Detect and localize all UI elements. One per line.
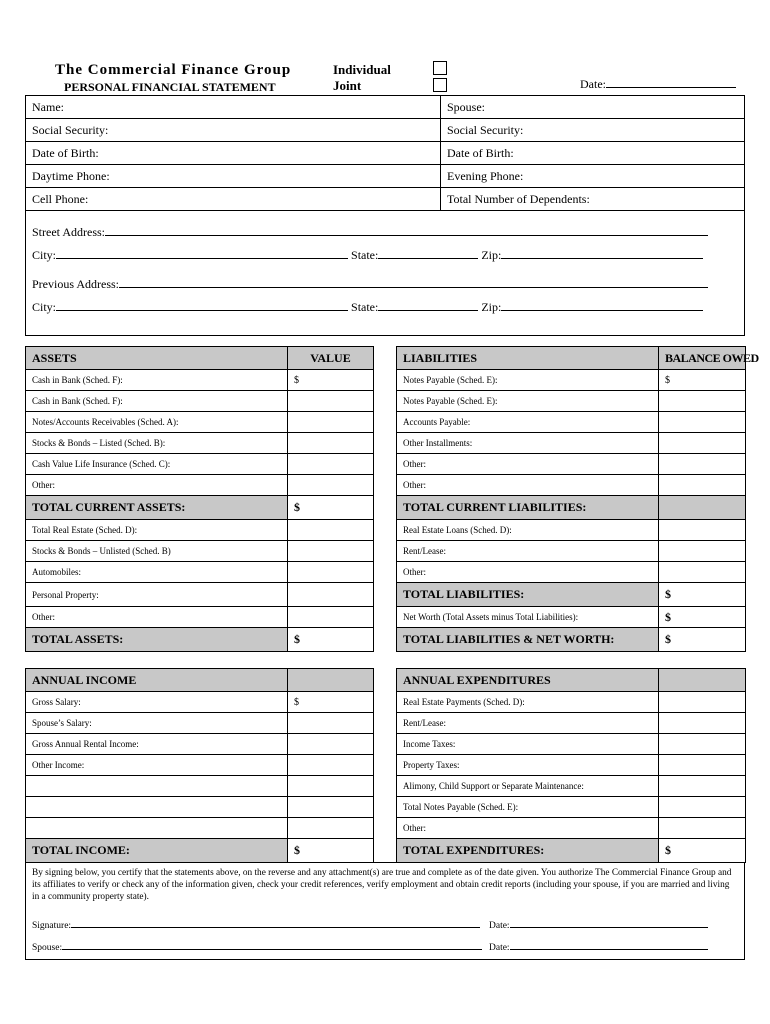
annual-expenditures-table bbox=[396, 668, 746, 863]
asset-label: Other: bbox=[26, 475, 288, 496]
personal-row bbox=[26, 96, 744, 119]
asset-value[interactable] bbox=[288, 454, 374, 475]
spouse-label: Spouse: bbox=[447, 100, 486, 114]
spouse-date-line[interactable] bbox=[510, 941, 708, 950]
personal-info-section bbox=[25, 95, 745, 336]
liability-value[interactable] bbox=[659, 562, 746, 583]
liability-label: Other: bbox=[397, 475, 659, 496]
income-value[interactable] bbox=[288, 797, 374, 818]
asset-label: Stocks & Bonds – Listed (Sched. B): bbox=[26, 433, 288, 454]
assets-table bbox=[25, 346, 374, 652]
zip-label: Zip: bbox=[481, 248, 502, 262]
liability-label: Notes Payable (Sched. E): bbox=[397, 391, 659, 412]
balance-owed-header: BALANCE OWED bbox=[659, 347, 746, 370]
asset-label: Other: bbox=[26, 607, 288, 628]
income-label bbox=[26, 776, 288, 797]
asset-value[interactable]: $ bbox=[288, 370, 374, 391]
asset-value[interactable] bbox=[288, 475, 374, 496]
expenditure-value[interactable] bbox=[659, 755, 746, 776]
total-expenditures-value[interactable]: $ bbox=[659, 839, 746, 863]
city-line[interactable] bbox=[56, 300, 348, 311]
personal-row bbox=[26, 119, 744, 142]
income-value[interactable] bbox=[288, 776, 374, 797]
expenditure-value-header bbox=[659, 669, 746, 692]
personal-row bbox=[26, 188, 744, 211]
expenditure-label: Alimony, Child Support or Separate Maintenance: bbox=[397, 776, 659, 797]
state-line[interactable] bbox=[378, 300, 478, 311]
header-date-line[interactable] bbox=[606, 77, 736, 88]
asset-value[interactable] bbox=[288, 412, 374, 433]
daytime-phone-label: Daytime Phone: bbox=[32, 169, 110, 183]
income-label: Other Income: bbox=[26, 755, 288, 776]
liability-value[interactable] bbox=[659, 475, 746, 496]
city-label: City: bbox=[32, 300, 57, 314]
asset-label: Automobiles: bbox=[26, 562, 288, 583]
company-name: The Commercial Finance Group bbox=[55, 62, 292, 78]
income-value[interactable]: $ bbox=[288, 692, 374, 713]
joint-checkbox[interactable] bbox=[433, 78, 447, 92]
header-date-label: Date: bbox=[580, 77, 606, 91]
expenditure-label: Other: bbox=[397, 818, 659, 839]
expenditure-value[interactable] bbox=[659, 797, 746, 818]
state-label: State: bbox=[351, 300, 379, 314]
liability-label: Other: bbox=[397, 454, 659, 475]
asset-value[interactable] bbox=[288, 607, 374, 628]
asset-label: Stocks & Bonds – Unlisted (Sched. B) bbox=[26, 541, 288, 562]
individual-checkbox[interactable] bbox=[433, 61, 447, 75]
header-date-field[interactable] bbox=[580, 77, 736, 92]
street-address-line[interactable] bbox=[105, 225, 708, 236]
street-address-field[interactable] bbox=[32, 225, 708, 240]
asset-label: Personal Property: bbox=[26, 583, 288, 607]
asset-value[interactable] bbox=[288, 541, 374, 562]
income-label bbox=[26, 818, 288, 839]
dob-label: Date of Birth: bbox=[32, 146, 99, 160]
income-value[interactable] bbox=[288, 755, 374, 776]
previous-address-label: Previous Address: bbox=[32, 277, 119, 291]
signature-date-line[interactable] bbox=[510, 919, 708, 928]
individual-label: Individual bbox=[333, 62, 391, 77]
personal-row bbox=[26, 142, 744, 165]
signature-line[interactable] bbox=[71, 919, 480, 928]
spouse-signature-line[interactable] bbox=[62, 941, 482, 950]
net-worth-label: Net Worth (Total Assets minus Total Liabilities): bbox=[397, 607, 659, 628]
zip-line[interactable] bbox=[501, 248, 703, 259]
name-label: Name: bbox=[32, 100, 64, 114]
total-expenditures-label: TOTAL EXPENDITURES: bbox=[397, 839, 659, 863]
asset-value[interactable] bbox=[288, 433, 374, 454]
asset-value[interactable] bbox=[288, 583, 374, 607]
column-divider bbox=[440, 96, 441, 211]
expenditure-label: Rent/Lease: bbox=[397, 713, 659, 734]
expenditure-value[interactable] bbox=[659, 818, 746, 839]
liability-label: Other: bbox=[397, 562, 659, 583]
liabilities-header: LIABILITIES bbox=[397, 347, 659, 370]
state-label: State: bbox=[351, 248, 379, 262]
signature-date-label: Date: bbox=[489, 921, 510, 931]
previous-address-field[interactable] bbox=[32, 277, 708, 292]
liability-value[interactable]: $ bbox=[659, 370, 746, 391]
personal-row bbox=[26, 165, 744, 188]
ssn-label: Social Security: bbox=[32, 123, 109, 137]
joint-label: Joint bbox=[333, 78, 362, 93]
income-value[interactable] bbox=[288, 713, 374, 734]
expenditure-value[interactable] bbox=[659, 776, 746, 797]
asset-label: Cash in Bank (Sched. F): bbox=[26, 391, 288, 412]
certification-section bbox=[25, 862, 745, 960]
expenditure-label: Real Estate Payments (Sched. D): bbox=[397, 692, 659, 713]
income-value-header bbox=[288, 669, 374, 692]
previous-city-state-zip-field[interactable] bbox=[32, 300, 703, 315]
spouse-ssn-label: Social Security: bbox=[447, 123, 524, 137]
dependents-label: Total Number of Dependents: bbox=[447, 192, 590, 206]
state-line[interactable] bbox=[378, 248, 478, 259]
city-line[interactable] bbox=[56, 248, 348, 259]
asset-value[interactable] bbox=[288, 391, 374, 412]
liability-label: Real Estate Loans (Sched. D): bbox=[397, 520, 659, 541]
total-income-label: TOTAL INCOME: bbox=[26, 839, 288, 863]
expenditure-value[interactable] bbox=[659, 713, 746, 734]
spouse-dob-label: Date of Birth: bbox=[447, 146, 514, 160]
spouse-date-label: Date: bbox=[489, 943, 510, 953]
asset-label: Total Real Estate (Sched. D): bbox=[26, 520, 288, 541]
net-worth-value[interactable]: $ bbox=[659, 607, 746, 628]
total-current-liabilities-label: TOTAL CURRENT LIABILITIES: bbox=[397, 496, 659, 520]
cell-phone-label: Cell Phone: bbox=[32, 192, 89, 206]
certification-text: By signing below, you certify that the statements above, on the reverse and any attachment(s) are true and complete as of the date given. You authorize The Commercial Finance Group and its affiliates to verify or check any of the information given, check your credit references, verify employment and obtain credit reports (including your spouse, if you are married and living in a community property state). bbox=[32, 868, 732, 902]
income-label: Gross Salary: bbox=[26, 692, 288, 713]
liability-value[interactable] bbox=[659, 520, 746, 541]
annual-expenditures-header: ANNUAL EXPENDITURES bbox=[397, 669, 659, 692]
liability-label: Other Installments: bbox=[397, 433, 659, 454]
total-liabilities-net-worth-value[interactable]: $ bbox=[659, 628, 746, 652]
total-assets-value[interactable]: $ bbox=[288, 628, 374, 652]
total-current-assets-label: TOTAL CURRENT ASSETS: bbox=[26, 496, 288, 520]
signature-field[interactable] bbox=[32, 919, 480, 931]
evening-phone-label: Evening Phone: bbox=[447, 169, 524, 183]
signature-date-field[interactable] bbox=[489, 919, 708, 931]
total-liabilities-label: TOTAL LIABILITIES: bbox=[397, 583, 659, 607]
total-income-value[interactable]: $ bbox=[288, 839, 374, 863]
expenditure-label: Total Notes Payable (Sched. E): bbox=[397, 797, 659, 818]
asset-label: Notes/Accounts Receivables (Sched. A): bbox=[26, 412, 288, 433]
zip-label: Zip: bbox=[481, 300, 502, 314]
total-liabilities-net-worth-label: TOTAL LIABILITIES & NET WORTH: bbox=[397, 628, 659, 652]
asset-label: Cash in Bank (Sched. F): bbox=[26, 370, 288, 391]
spouse-signature-label: Spouse: bbox=[32, 943, 63, 953]
signature-label: Signature: bbox=[32, 921, 72, 931]
expenditure-value[interactable] bbox=[659, 734, 746, 755]
spouse-date-field[interactable] bbox=[489, 941, 708, 953]
total-liabilities-value[interactable]: $ bbox=[659, 583, 746, 607]
total-current-liabilities-value[interactable] bbox=[659, 496, 746, 520]
income-label: Gross Annual Rental Income: bbox=[26, 734, 288, 755]
annual-income-table bbox=[25, 668, 374, 863]
income-label: Spouse’s Salary: bbox=[26, 713, 288, 734]
city-label: City: bbox=[32, 248, 57, 262]
annual-income-header: ANNUAL INCOME bbox=[26, 669, 288, 692]
liability-value[interactable] bbox=[659, 433, 746, 454]
income-value[interactable] bbox=[288, 734, 374, 755]
expenditure-value[interactable] bbox=[659, 692, 746, 713]
income-label bbox=[26, 797, 288, 818]
liability-label: Rent/Lease: bbox=[397, 541, 659, 562]
expenditure-label: Property Taxes: bbox=[397, 755, 659, 776]
value-header: VALUE bbox=[288, 347, 374, 370]
asset-value[interactable] bbox=[288, 520, 374, 541]
asset-value[interactable] bbox=[288, 562, 374, 583]
zip-line[interactable] bbox=[501, 300, 703, 311]
asset-label: Cash Value Life Insurance (Sched. C): bbox=[26, 454, 288, 475]
liability-label: Notes Payable (Sched. E): bbox=[397, 370, 659, 391]
liability-value[interactable] bbox=[659, 412, 746, 433]
form-title: PERSONAL FINANCIAL STATEMENT bbox=[64, 80, 276, 94]
liabilities-table bbox=[396, 346, 759, 652]
assets-header: ASSETS bbox=[26, 347, 288, 370]
total-current-assets-value[interactable]: $ bbox=[288, 496, 374, 520]
expenditure-label: Income Taxes: bbox=[397, 734, 659, 755]
income-value[interactable] bbox=[288, 818, 374, 839]
previous-address-line[interactable] bbox=[119, 277, 708, 288]
city-state-zip-field[interactable] bbox=[32, 248, 703, 263]
liability-value[interactable] bbox=[659, 454, 746, 475]
street-address-label: Street Address: bbox=[32, 225, 105, 239]
total-assets-label: TOTAL ASSETS: bbox=[26, 628, 288, 652]
liability-value[interactable] bbox=[659, 391, 746, 412]
liability-label: Accounts Payable: bbox=[397, 412, 659, 433]
liability-value[interactable] bbox=[659, 541, 746, 562]
spouse-signature-field[interactable] bbox=[32, 941, 482, 953]
